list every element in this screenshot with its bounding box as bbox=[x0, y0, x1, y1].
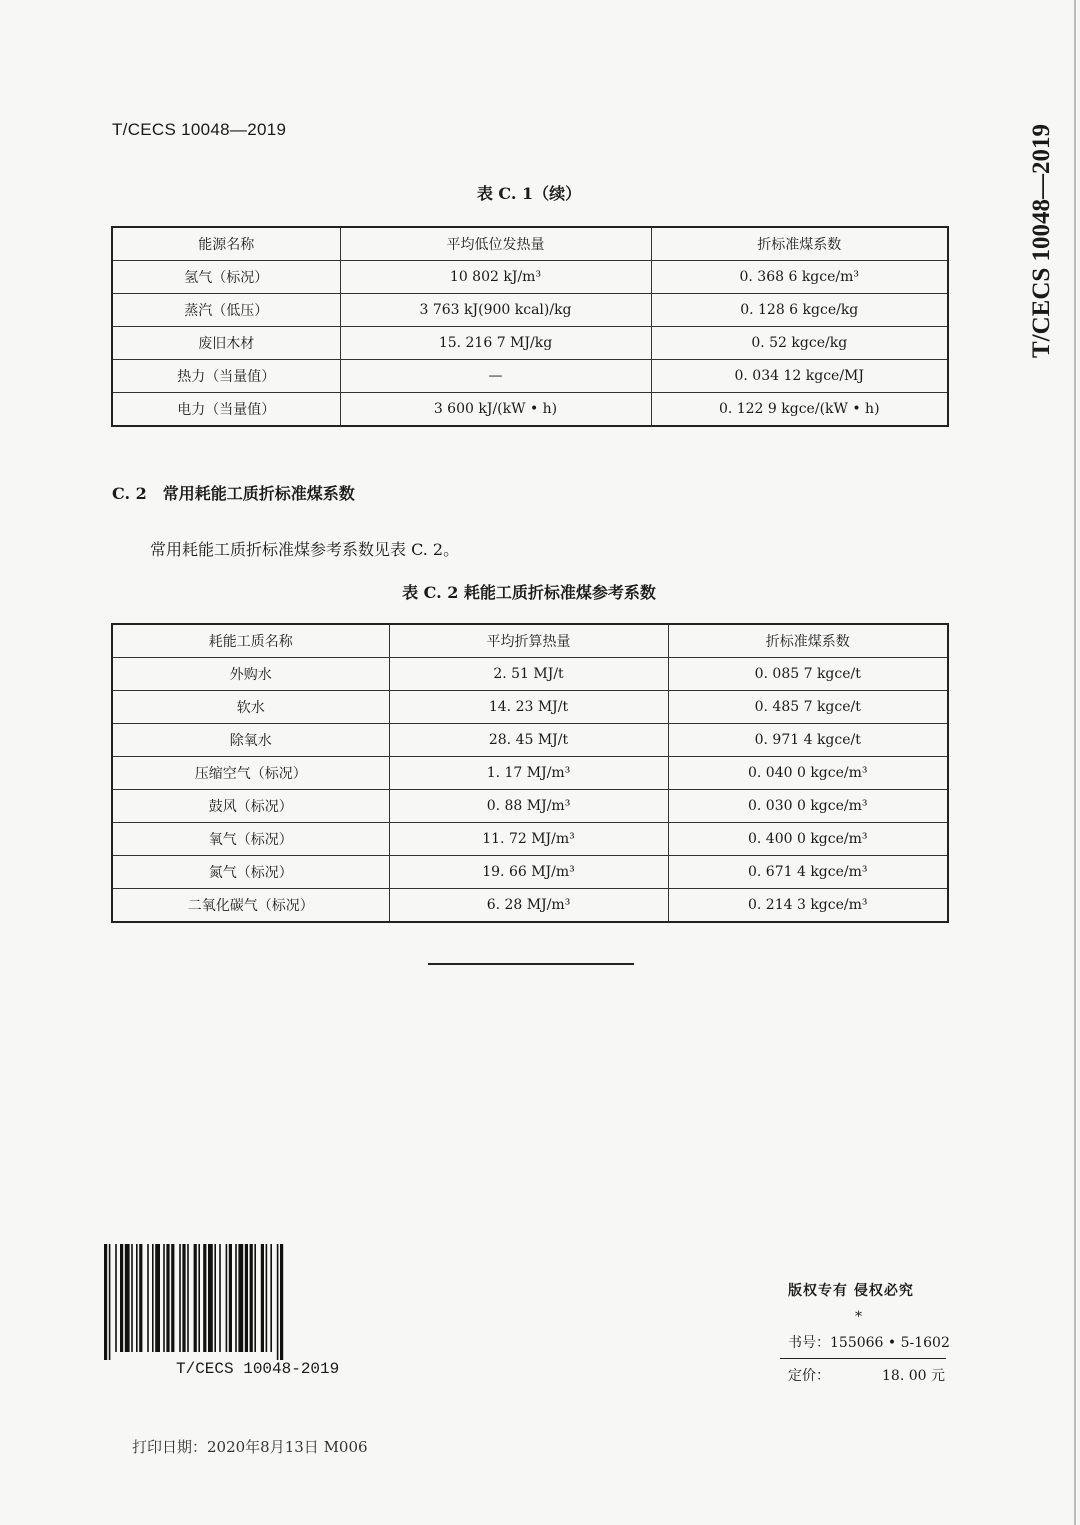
table-c1-caption: 表 C. 1（续） bbox=[476, 184, 582, 203]
copyright-notice: 版权专有 侵权必究 bbox=[788, 1283, 914, 1299]
table-cell: 二氧化碳气（标况） bbox=[112, 889, 389, 923]
table-c1 bbox=[111, 226, 949, 427]
table-cell: 0. 040 0 kgce/m³ bbox=[668, 757, 948, 790]
table-cell: 15. 216 7 MJ/kg bbox=[340, 327, 651, 360]
table-cell: 0. 034 12 kgce/MJ bbox=[651, 360, 948, 393]
table-cell: 0. 122 9 kgce/(kW • h) bbox=[651, 393, 948, 427]
table-row bbox=[112, 856, 948, 889]
table-header-row bbox=[112, 227, 948, 261]
section-c2-heading bbox=[112, 481, 355, 504]
table-cell: 软水 bbox=[112, 691, 389, 724]
table-cell: 6. 28 MJ/m³ bbox=[389, 889, 668, 923]
table-c2 bbox=[111, 623, 949, 923]
table-row bbox=[112, 757, 948, 790]
table-cell: 2. 51 MJ/t bbox=[389, 658, 668, 691]
table-cell: 10 802 kJ/m³ bbox=[340, 261, 651, 294]
column-header: 折标准煤系数 bbox=[651, 227, 948, 261]
table-cell: 0. 128 6 kgce/kg bbox=[651, 294, 948, 327]
price-divider bbox=[780, 1358, 946, 1359]
table-cell: 氮气（标况） bbox=[112, 856, 389, 889]
barcode bbox=[104, 1244, 408, 1364]
book-number: 书号：155066 • 5-1602 bbox=[788, 1335, 950, 1351]
table-cell: 0. 030 0 kgce/m³ bbox=[668, 790, 948, 823]
table-cell: 1. 17 MJ/m³ bbox=[389, 757, 668, 790]
table-row bbox=[112, 327, 948, 360]
table-cell: 0. 085 7 kgce/t bbox=[668, 658, 948, 691]
price-label: 定价： bbox=[788, 1368, 830, 1384]
table-c1-body bbox=[112, 261, 948, 427]
column-header: 平均折算热量 bbox=[389, 624, 668, 658]
table-row bbox=[112, 790, 948, 823]
table-cell: 废旧木材 bbox=[112, 327, 340, 360]
table-cell: 0. 214 3 kgce/m³ bbox=[668, 889, 948, 923]
table-cell: 氢气（标况） bbox=[112, 261, 340, 294]
table-row bbox=[112, 724, 948, 757]
standard-code-header: T/CECS 10048—2019 bbox=[112, 120, 287, 139]
table-cell: 热力（当量值） bbox=[112, 360, 340, 393]
barcode-text: T/CECS 10048-2019 bbox=[176, 1360, 340, 1378]
table-c2-body bbox=[112, 658, 948, 923]
column-header: 耗能工质名称 bbox=[112, 624, 389, 658]
table-cell: 14. 23 MJ/t bbox=[389, 691, 668, 724]
table-cell: 11. 72 MJ/m³ bbox=[389, 823, 668, 856]
table-row bbox=[112, 691, 948, 724]
column-header: 能源名称 bbox=[112, 227, 340, 261]
table-header-row bbox=[112, 624, 948, 658]
table-cell: — bbox=[340, 360, 651, 393]
price-value: 18. 00 元 bbox=[882, 1368, 945, 1384]
column-header: 折标准煤系数 bbox=[668, 624, 948, 658]
table-cell: 0. 485 7 kgce/t bbox=[668, 691, 948, 724]
table-row bbox=[112, 360, 948, 393]
table-row bbox=[112, 889, 948, 923]
table-cell: 19. 66 MJ/m³ bbox=[389, 856, 668, 889]
table-cell: 0. 52 kgce/kg bbox=[651, 327, 948, 360]
table-cell: 除氧水 bbox=[112, 724, 389, 757]
table-row bbox=[112, 393, 948, 427]
print-date: 打印日期：2020年8月13日 M006 bbox=[132, 1438, 368, 1456]
table-cell: 0. 368 6 kgce/m³ bbox=[651, 261, 948, 294]
table-cell: 外购水 bbox=[112, 658, 389, 691]
table-row bbox=[112, 261, 948, 294]
section-title: 常用耗能工质折标准煤系数 bbox=[162, 484, 355, 503]
table-cell: 0. 400 0 kgce/m³ bbox=[668, 823, 948, 856]
page-edge bbox=[1074, 0, 1076, 1525]
table-cell: 0. 88 MJ/m³ bbox=[389, 790, 668, 823]
table-cell: 压缩空气（标况） bbox=[112, 757, 389, 790]
end-of-document-rule bbox=[428, 963, 634, 965]
table-cell: 蒸汽（低压） bbox=[112, 294, 340, 327]
table-cell: 氧气（标况） bbox=[112, 823, 389, 856]
table-c2-caption: 表 C. 2 耗能工质折标准煤参考系数 bbox=[402, 583, 656, 602]
table-row bbox=[112, 823, 948, 856]
standard-code-vertical: T/CECS 10048—2019 bbox=[1028, 123, 1055, 358]
column-header: 平均低位发热量 bbox=[340, 227, 651, 261]
table-row bbox=[112, 294, 948, 327]
asterisk-mark: * bbox=[855, 1309, 862, 1325]
table-cell: 3 763 kJ(900 kcal)/kg bbox=[340, 294, 651, 327]
table-row bbox=[112, 658, 948, 691]
section-c2-body: 常用耗能工质折标准煤参考系数见表 C. 2。 bbox=[150, 540, 460, 559]
barcode-icon bbox=[104, 1244, 408, 1360]
table-cell: 0. 671 4 kgce/m³ bbox=[668, 856, 948, 889]
table-cell: 28. 45 MJ/t bbox=[389, 724, 668, 757]
table-cell: 3 600 kJ/(kW • h) bbox=[340, 393, 651, 427]
section-number: C. 2 bbox=[112, 484, 147, 503]
table-cell: 电力（当量值） bbox=[112, 393, 340, 427]
table-cell: 鼓风（标况） bbox=[112, 790, 389, 823]
table-cell: 0. 971 4 kgce/t bbox=[668, 724, 948, 757]
